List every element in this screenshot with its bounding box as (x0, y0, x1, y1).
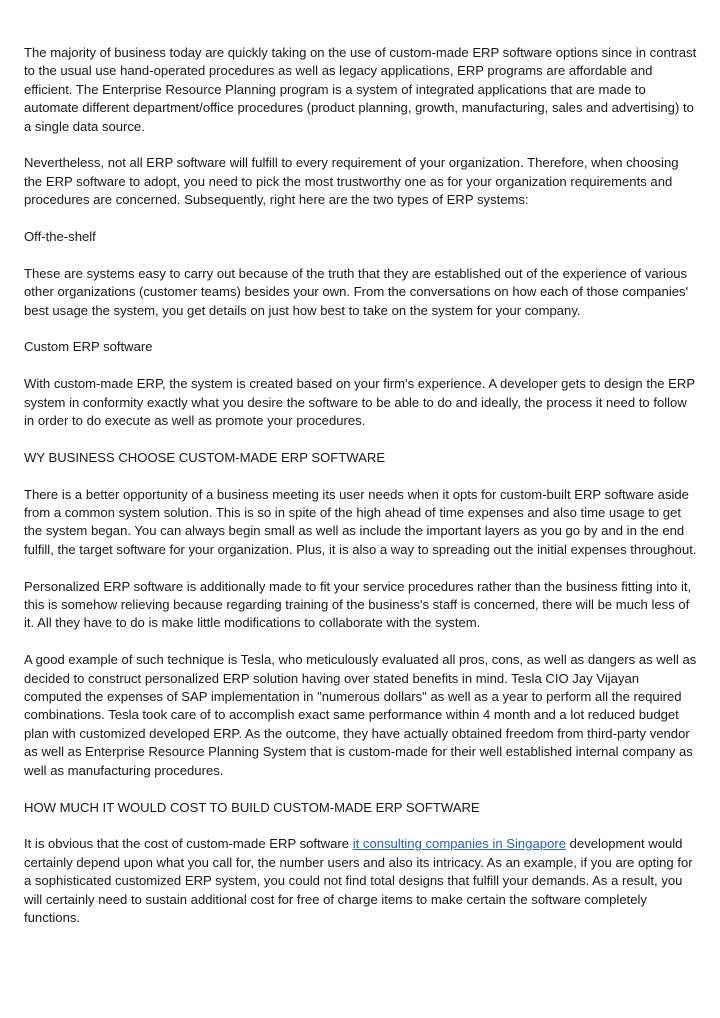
paragraph-custom-erp: With custom-made ERP, the system is created based on your firm's experience. A developer gets to design the ERP system in conformity exactly what you desire the software to be able to do and ideally, the process it need to follow in order to do execute as well as promote your procedures. (24, 376, 695, 429)
paragraph-tesla-example: A good example of such technique is Tesla, who meticulously evaluated all pros, cons, as well as dangers as well as decided to construct personalized ERP solution having over stated benefits in mind. Tesla CIO Jay Vijayan computed the expenses of SAP implementation in "numerous dollars" as well as a year to perform all the required combinations. Tesla took care of to accomplish exact same performance within 4 month and a lot reduced budget plan with customized developed ERP. As the outcome, they have actually obtained freedom from third-party vendor as well as Enterprise Resource Planning System that is custom-made for their well established internal company as well as manufacturing procedures. (24, 652, 697, 778)
paragraph-better-opportunity: There is a better opportunity of a business meeting its user needs when it opts for custom-built ERP software aside from a common system solution. This is so in spite of the high ahead of time expenses and also time usage to get the system began. You can always begin small as well as include the important layers as you go by and in the end fulfill, the target software for your organization. Plus, it is also a way to spreading out the initial expenses throughout. (24, 486, 697, 557)
heading-why-business-choose: WY BUSINESS CHOOSE CUSTOM-MADE ERP SOFTWARE (24, 449, 386, 465)
it-consulting-link[interactable]: it consulting companies in Singapore (352, 836, 566, 852)
paragraph-not-all-erp: Nevertheless, not all ERP software will fulfill to every requirement of your organization. Therefore, when choosing the ERP software to adopt, you need to pick the most trustworthy one as for your organization requirements and procedures are concerned. Subsequently, right here are the two types of ERP systems: (24, 155, 679, 208)
paragraph-intro: The majority of business today are quickly taking on the use of custom-made ERP software options since in contrast to the usual use hand-operated procedures as well as legacy applications, ERP programs are affordable and efficient. The Enterprise Resource Planning program is a system of integrated applications that are made to automate different department/office procedures (product planning, growth, manufacturing, sales and advertising) to a single data source. (24, 45, 697, 134)
heading-off-the-shelf: Off-the-shelf (24, 229, 96, 245)
heading-how-much-cost: HOW MUCH IT WOULD COST TO BUILD CUSTOM-MADE ERP SOFTWARE (24, 799, 480, 815)
paragraph-cost-before: It is obvious that the cost of custom-made ERP software (24, 836, 353, 852)
heading-custom-erp: Custom ERP software (24, 339, 153, 355)
paragraph-personalized-erp: Personalized ERP software is additionally made to fit your service procedures rather than the business fitting into it, this is somehow relieving because regarding training of the business's staff is concerned, there will be much less of it. All they have to do is make little modifications to collaborate with the system. (24, 578, 692, 631)
paragraph-off-the-shelf: These are systems easy to carry out because of the truth that they are established out of the experience of various other organizations (customer teams) besides your own. From the conversations on how each of those companies' best usage the system, you get details on just how best to take on the system for your company. (24, 265, 689, 318)
paragraph-cost-after: development would certainly depend upon what you call for, the number users and also its intricacy. As an example, if you are opting for a sophisticated customized ERP system, you could not find total designs that fulfill your demands. As a result, you will certainly need to sustain additional cost for free of charge items to make certain the software completely functions. (24, 836, 693, 925)
paragraph-cost (24, 835, 698, 927)
